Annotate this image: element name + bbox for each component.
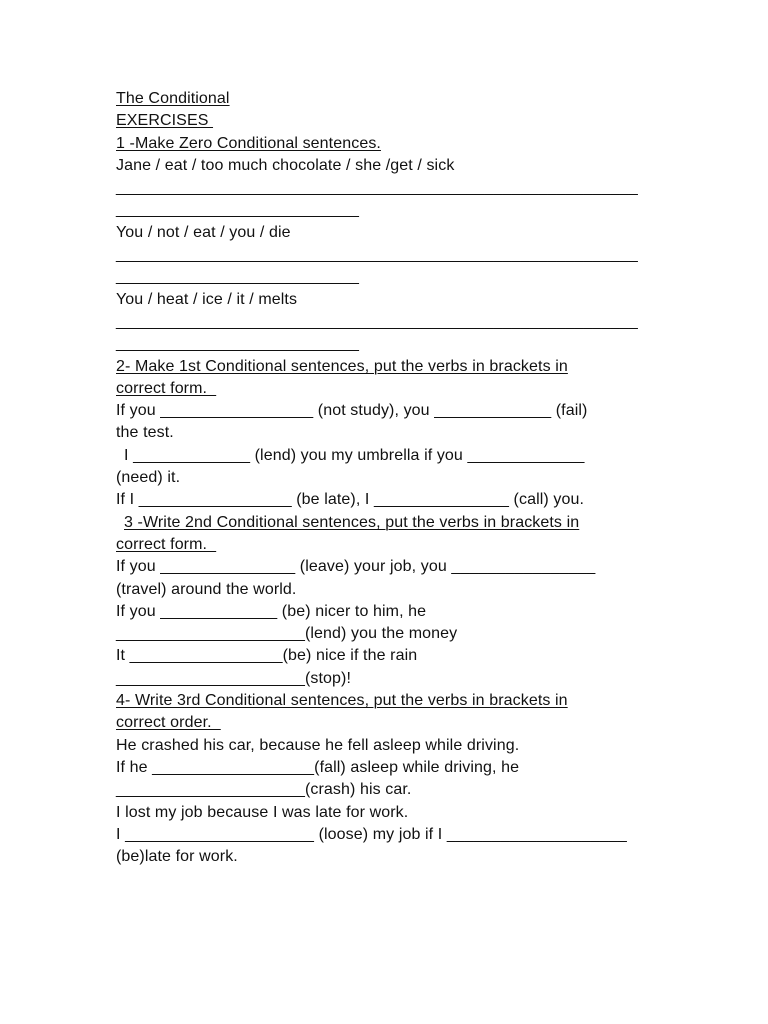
prompt-line: You / not / eat / you / die xyxy=(116,223,291,241)
section-1-heading: 1 -Make Zero Conditional sentences. xyxy=(116,134,381,152)
section-3-heading: 3 -Write 2nd Conditional sentences, put the verbs in brackets in xyxy=(124,513,580,531)
answer-blank-line: __________________________________________________________ xyxy=(116,312,638,330)
exercise-line: It _________________(be) nice if the rain xyxy=(116,647,418,665)
section-4-heading-cont: correct order. xyxy=(116,714,221,732)
worksheet-page xyxy=(116,88,656,868)
exercise-line: If you _______________ (leave) your job, you ________________ xyxy=(116,558,596,576)
exercise-line: He crashed his car, because he fell asleep while driving. xyxy=(116,736,520,754)
answer-blank-line: __________________________________________________________ xyxy=(116,246,638,264)
section-2-heading-cont: correct form. xyxy=(116,379,217,397)
answer-blank-line: ___________________________ xyxy=(116,268,359,286)
exercise-line: (need) it. xyxy=(116,469,181,487)
exercise-line: the test. xyxy=(116,424,174,442)
exercise-line: I _____________________ (loose) my job if I ____________________ xyxy=(116,825,627,843)
exercise-line: I _____________ (lend) you my umbrella if you _____________ xyxy=(124,446,585,464)
exercise-line: If I _________________ (be late), I _______________ (call) you. xyxy=(116,491,584,509)
section-2-heading: 2- Make 1st Conditional sentences, put the verbs in brackets in xyxy=(116,357,568,375)
exercise-line: _____________________(lend) you the money xyxy=(116,625,458,643)
exercise-line: (be)late for work. xyxy=(116,848,238,866)
exercise-line: _____________________(crash) his car. xyxy=(116,781,412,799)
prompt-line: You / heat / ice / it / melts xyxy=(116,290,298,308)
exercise-line: If you _____________ (be) nicer to him, he xyxy=(116,602,427,620)
page-subtitle: EXERCISES xyxy=(116,112,214,130)
section-3-heading-cont: correct form. xyxy=(116,535,217,553)
exercise-line: I lost my job because I was late for work. xyxy=(116,803,409,821)
answer-blank-line: ___________________________ xyxy=(116,335,359,353)
section-4-heading: 4- Write 3rd Conditional sentences, put the verbs in brackets in xyxy=(116,692,568,710)
answer-blank-line: ___________________________ xyxy=(116,201,359,219)
exercise-line: (travel) around the world. xyxy=(116,580,297,598)
page-title: The Conditional xyxy=(116,90,230,107)
exercise-line: If he __________________(fall) asleep while driving, he xyxy=(116,758,520,776)
answer-blank-line: __________________________________________________________ xyxy=(116,179,638,197)
exercise-line: If you _________________ (not study), you _____________ (fail) xyxy=(116,402,588,420)
exercise-line: _____________________(stop)! xyxy=(116,669,352,687)
prompt-line: Jane / eat / too much chocolate / she /get / sick xyxy=(116,156,455,174)
